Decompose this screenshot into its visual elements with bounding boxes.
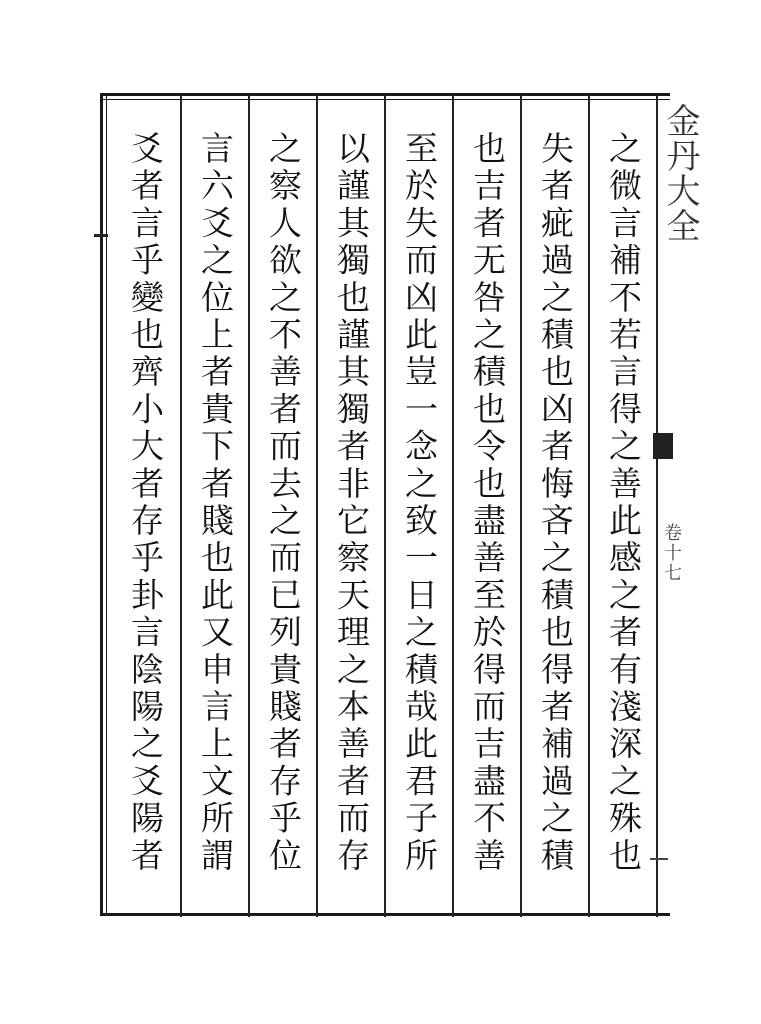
- column-divider: [588, 93, 590, 917]
- column-text: 言六爻之位上者貴下者賤也此又申言上文所謂: [196, 131, 235, 875]
- gutter-rule: [650, 858, 668, 860]
- left-border: [100, 93, 103, 916]
- left-border-inner: [106, 93, 107, 916]
- column-text: 之微言補不若言得之善此感之者有淺深之殊也: [604, 131, 643, 875]
- text-column-5: [322, 131, 380, 921]
- book-title: 金丹大全: [660, 103, 700, 243]
- column-divider: [384, 93, 386, 917]
- column-text: 以謹其獨也謹其獨者非它察天理之本善者而存: [332, 131, 371, 875]
- column-divider: [248, 93, 250, 917]
- text-column-4: [390, 131, 448, 921]
- text-column-2: [526, 131, 584, 921]
- text-column-6: [254, 131, 312, 921]
- column-divider: [180, 93, 182, 917]
- text-column-8: [116, 131, 174, 921]
- column-text: 失者疵過之積也凶者悔吝之積也得者補過之積: [536, 131, 575, 875]
- column-divider: [520, 93, 522, 917]
- block-center-margin: [650, 93, 761, 917]
- volume-number: 卷十七: [661, 523, 682, 583]
- column-text: 之察人欲之不善者而去之而已列貴賤者存乎位: [264, 131, 303, 875]
- column-divider: [452, 93, 454, 917]
- text-column-3: [458, 131, 516, 921]
- text-frame: [100, 93, 668, 917]
- fishtail-mark-icon: [653, 433, 673, 459]
- margin-mark: [94, 234, 108, 237]
- column-text: 也吉者无咎之積也令也盡善至於得而吉盡不善: [468, 131, 507, 875]
- column-divider: [316, 93, 318, 917]
- column-text: 爻者言乎變也齊小大者存乎卦言陰陽之爻陽者: [126, 131, 165, 875]
- column-text: 至於失而凶此豈一念之致一日之積哉此君子所: [400, 131, 439, 875]
- text-column-7: [186, 131, 244, 921]
- text-column-1: [594, 131, 652, 921]
